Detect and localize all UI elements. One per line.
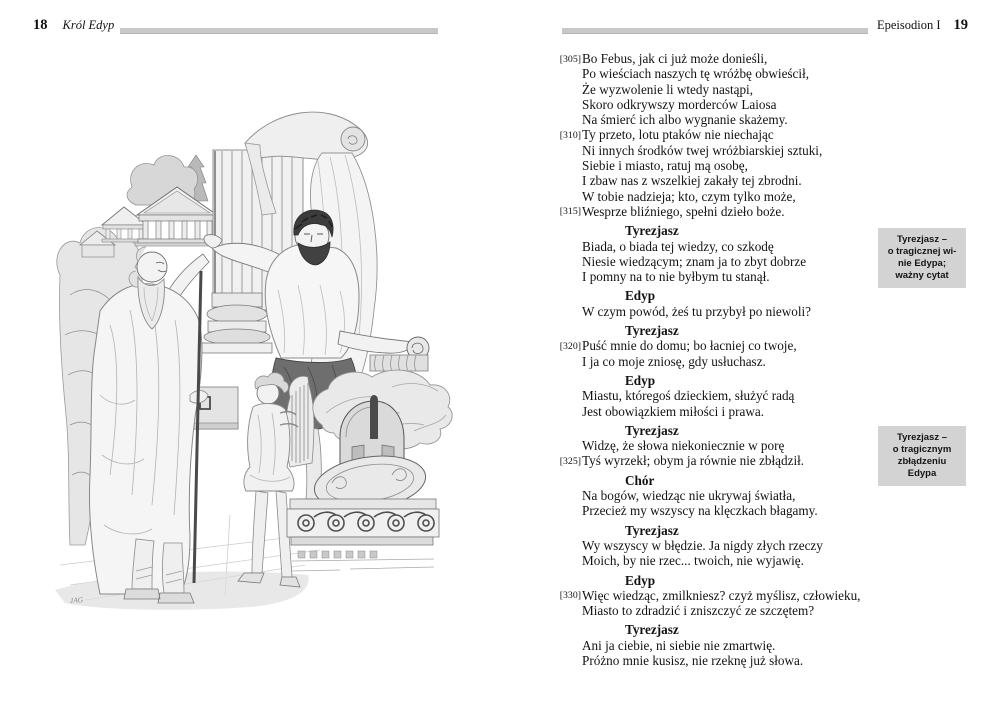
verse-line: [542, 239, 877, 254]
verse-text: Próżno mnie kusisz, nie rzeknę już słowa.: [582, 652, 804, 668]
verse-text: Ni innych środków twej wróżbiarskiej sztuki,: [582, 142, 823, 158]
pedestal: [287, 499, 439, 571]
margin-note-tragic-guilt: [878, 228, 966, 288]
verse-line: [542, 503, 877, 518]
verse-text: Skoro odkrywszy morderców Laiosa: [582, 96, 777, 112]
dialogue: [542, 51, 877, 668]
verse-line: [542, 338, 877, 353]
verse-line-number: [330]: [559, 590, 581, 602]
verse-text: I pomny na to nie byłbym tu stanął.: [582, 269, 770, 285]
verse-line: [542, 538, 877, 553]
right-page-number: 19: [953, 17, 969, 33]
verse-text: I zbaw nas z wszelkiej zakały tej zbrodni.: [582, 173, 802, 189]
speaker-heading: Edyp: [625, 372, 656, 388]
verse-text: Więc wiedząc, zmilkniesz? czyż myślisz, człowieku,: [582, 587, 861, 603]
verse-text: Miasto to zdradzić i zniszczyć ze szczętem?: [582, 603, 815, 619]
verse-line: [542, 638, 877, 653]
verse-line: [542, 51, 877, 66]
verse-text: Biada, o biada tej wiedzy, co szkodę: [582, 238, 774, 254]
speaker-heading: Tyrezjasz: [625, 422, 679, 438]
verse-line: [542, 603, 877, 618]
verse-line-number: [305]: [559, 53, 581, 65]
illustrator-signature: JAG: [69, 595, 84, 605]
verse-line: [542, 127, 877, 142]
verse-line: [542, 488, 877, 503]
verse-text: Bo Febus, jak ci już może donieśli,: [582, 51, 768, 66]
verse-line: [542, 173, 877, 188]
verse-line: [542, 453, 877, 468]
verse-text: Przecież my wszyscy na klęczkach błagamy.: [582, 503, 818, 519]
verse-line-number: [320]: [559, 340, 581, 352]
verse-line: [542, 354, 877, 369]
verse-text: Miastu, któregoś dzieckiem, służyć radą: [582, 388, 795, 404]
margin-note-line: nie Edypa;: [897, 258, 947, 269]
verse-line: [542, 269, 877, 284]
speaker-heading: Tyrezjasz: [625, 622, 679, 638]
verse-text: Tyś wyrzekł; obym ja równie nie zbłądził.: [582, 453, 805, 469]
verse-line: [542, 653, 877, 668]
verse-text: Ty przeto, lotu ptaków nie niechając: [582, 127, 774, 143]
verse-line: [542, 553, 877, 568]
verse-line-number: [315]: [559, 206, 581, 218]
speaker-heading: Edyp: [625, 572, 656, 588]
right-header-rule: [562, 28, 868, 34]
speaker-heading: Tyrezjasz: [625, 223, 679, 239]
column-base: [202, 293, 272, 353]
verse-line: [542, 158, 877, 173]
margin-note-line: o tragicznym: [892, 444, 952, 455]
margin-note-line: ważny cytat: [895, 270, 949, 281]
verse-line: [542, 588, 877, 603]
verse-text: Wesprze bliźniego, spełni dzieło boże.: [582, 203, 785, 219]
margin-note-tragic-error: [878, 426, 966, 486]
verse-text: W tobie nadzieja; kto, czym tylko może,: [582, 188, 796, 204]
verse-line: [542, 404, 877, 419]
verse-text: Na bogów, wiedząc nie ukrywaj światła,: [582, 488, 796, 504]
margin-note-line: Tyrezjasz –: [897, 432, 947, 443]
verse-line: [542, 388, 877, 403]
verse-text: Widzę, że słowa niekoniecznie w porę: [582, 438, 785, 454]
speaker-heading: Edyp: [625, 288, 656, 304]
margin-note-line: zbłądzeniu: [897, 456, 947, 467]
margin-note-line: Tyrezjasz –: [897, 234, 947, 245]
speaker-heading: Tyrezjasz: [625, 323, 679, 339]
illustration-tiresias-before-oedipus: [40, 95, 470, 620]
verse-line: [542, 97, 877, 112]
left-running-title: Król Edyp: [62, 18, 115, 32]
left-header-rule: [120, 28, 438, 34]
verse-text: I ja co moje zniosę, gdy usłuchasz.: [582, 353, 766, 369]
right-page-header: [877, 17, 968, 34]
left-page-number: 18: [33, 17, 48, 33]
helmet-and-shield: [311, 370, 452, 517]
verse-line: [542, 143, 877, 158]
margin-note-line: Edypa: [907, 468, 937, 479]
verse-line: [542, 112, 877, 127]
verse-text: Jest obowiązkiem miłości i prawa.: [582, 403, 765, 419]
verse-line: [542, 204, 877, 219]
verse-text: Moich, by nie rzec... twoich, nie wyjawię.: [582, 553, 804, 569]
verse-line: [542, 82, 877, 97]
verse-line: [542, 66, 877, 81]
verse-text: W czym powód, żeś tu przybył po niewoli?: [582, 303, 812, 319]
verse-text: Niesie wiedzącym; znam ja to zbyt dobrze: [582, 253, 807, 269]
right-running-title: Epeisodion I: [877, 18, 941, 32]
verse-line: [542, 254, 877, 269]
verse-line: [542, 438, 877, 453]
margin-note-line: o tragicznej wi-: [887, 246, 957, 257]
left-page-header: [33, 17, 114, 34]
verse-line-number: [310]: [559, 129, 581, 141]
verse-text: Puść mnie do domu; bo łacniej co twoje,: [582, 338, 797, 354]
speaker-heading: Tyrezjasz: [625, 522, 679, 538]
speaker-heading: Chór: [625, 472, 655, 488]
verse-text: Siebie i miasto, ratuj mą osobę,: [582, 158, 748, 174]
verse-text: Po wieściach naszych tę wróżbę obwieścił,: [582, 66, 810, 82]
verse-text: Wy wszyscy w błędzie. Ja nigdy złych rzeczy: [582, 537, 823, 553]
verse-text: Na śmierć ich albo wygnanie skażemy.: [582, 112, 788, 128]
verse-line: [542, 304, 877, 319]
verse-line-number: [325]: [559, 455, 581, 467]
verse-text: Ani ja ciebie, ni siebie nie zmartwię.: [582, 637, 776, 653]
verse-text: Że wyzwolenie li wtedy nastąpi,: [582, 81, 754, 97]
verse-line: [542, 189, 877, 204]
